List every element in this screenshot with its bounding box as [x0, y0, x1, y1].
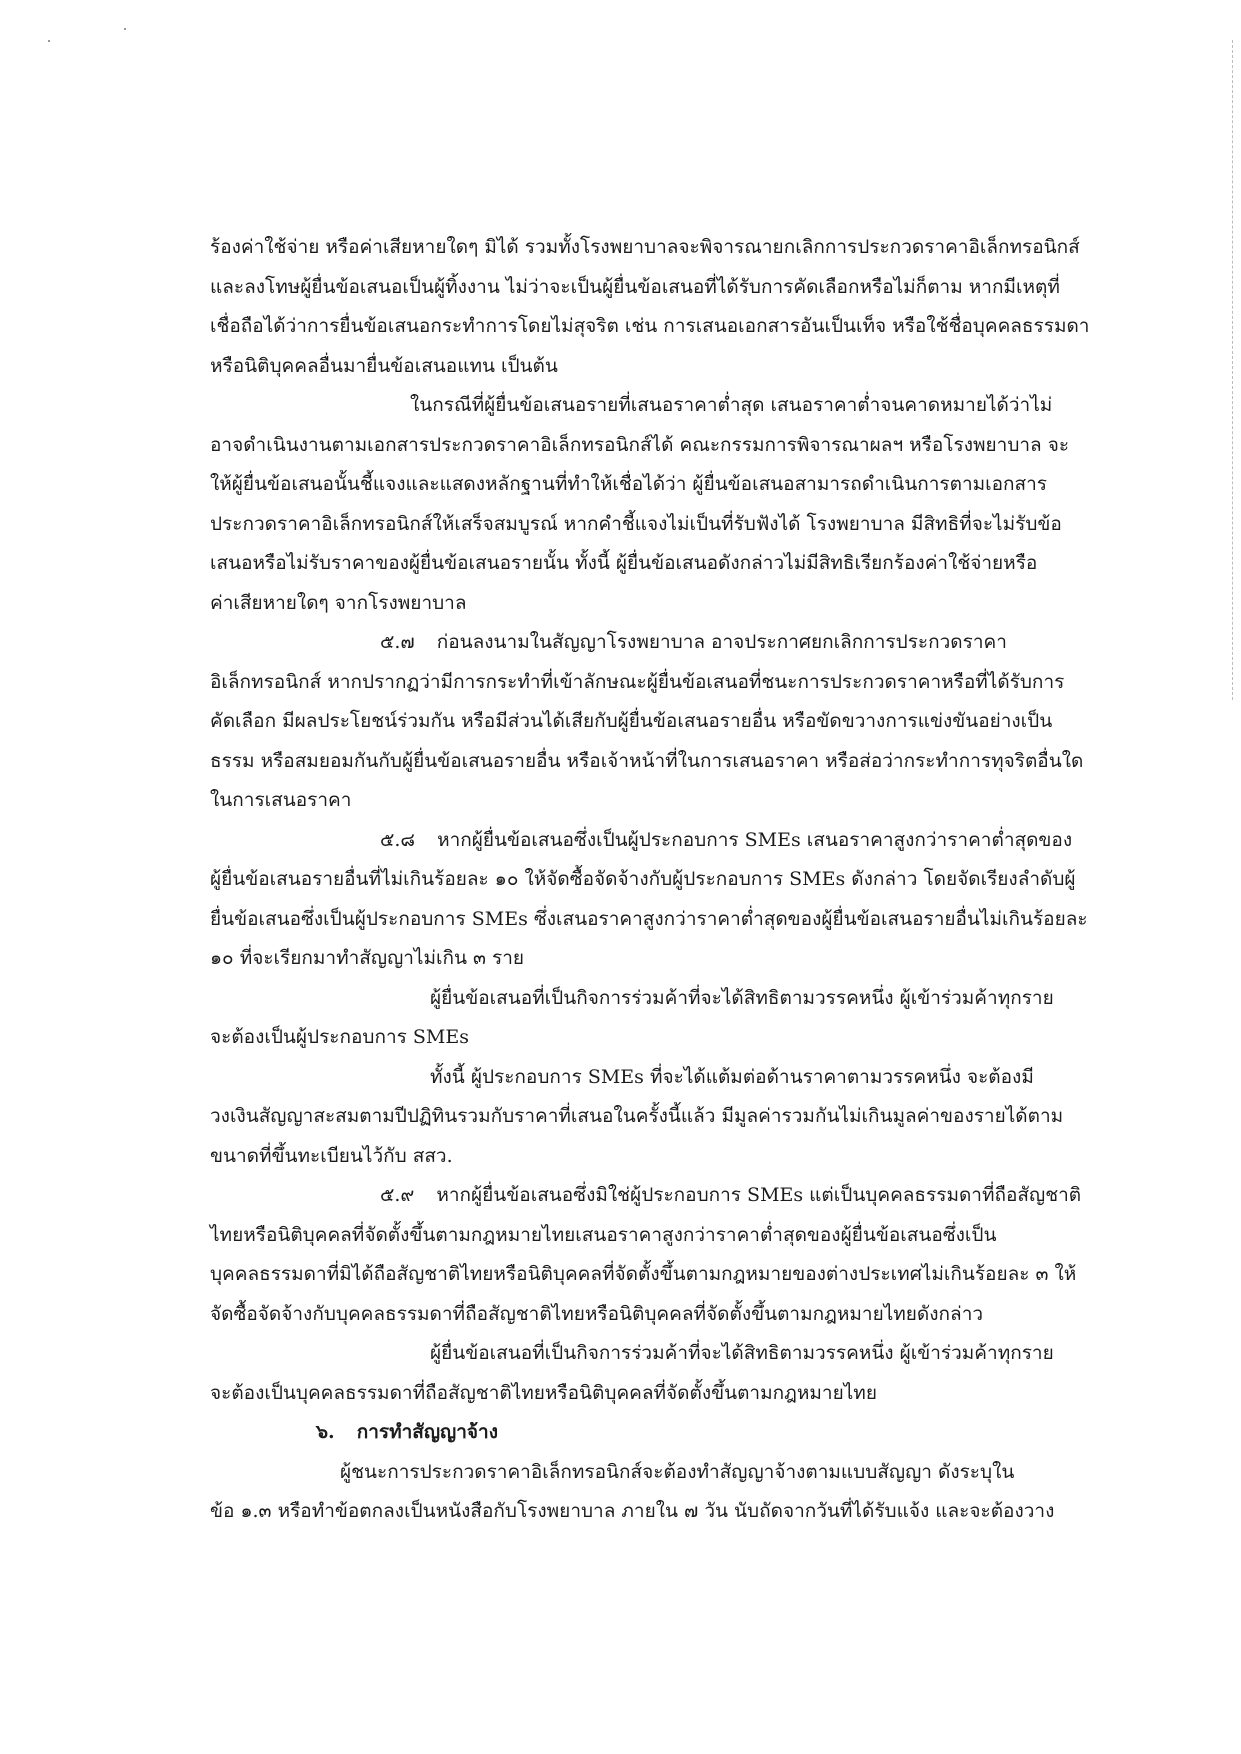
text-line: ๑๐ ที่จะเรียกมาทำสัญญาไม่เกิน ๓ ราย: [210, 947, 525, 969]
scan-speck: [48, 40, 50, 42]
body-text: [210, 228, 1090, 1532]
text-line: ก่อนลงนามในสัญญาโรงพยาบาล อาจประกาศยกเลิกการประกวดราคา: [436, 631, 1007, 653]
text-line: ยื่นข้อเสนอซึ่งเป็นผู้ประกอบการ SMEs ซึ่งเสนอราคาสูงกว่าราคาต่ำสุดของผู้ยื่นข้อเสนอรายอื่นไม่เกินร้อยละ: [210, 907, 1088, 930]
text-line: จะต้องเป็นผู้ประกอบการ SMEs: [210, 1026, 469, 1048]
clause-number: ๖.: [316, 1421, 335, 1443]
text-line: หากผู้ยื่นข้อเสนอซึ่งมิใช่ผู้ประกอบการ SMEs แต่เป็นบุคคลธรรมดาที่ถือสัญชาติ: [436, 1184, 1082, 1206]
clause-number: ๕.๘: [380, 828, 416, 851]
text-line: ไทยหรือนิติบุคคลที่จัดตั้งขึ้นตามกฎหมายไทยเสนอราคาสูงกว่าราคาต่ำสุดของผู้ยื่นข้อเสนอซึ่งเป็น: [210, 1223, 997, 1246]
text-line: ธรรม หรือสมยอมกันกับผู้ยื่นข้อเสนอรายอื่น หรือเจ้าหน้าที่ในการเสนอราคา หรือส่อว่ากระทำการทุจริตอื่นใด: [210, 749, 1084, 772]
text-line: เชื่อถือได้ว่าการยื่นข้อเสนอกระทำการโดยไม่สุจริต เช่น การเสนอเอกสารอันเป็นเท็จ หรือใช้ชื่อบุคคลธรรมดา: [210, 315, 1090, 337]
clause-number: ๕.๗: [380, 631, 415, 653]
section-6-heading: [210, 1413, 1070, 1453]
text-line: วงเงินสัญญาสะสมตามปีปฏิทินรวมกับราคาที่เสนอในครั้งนี้แล้ว มีมูลค่ารวมกันไม่เกินมูลค่าของรายได้ตาม: [210, 1105, 1064, 1127]
clause-5-9-line: [210, 1176, 1082, 1216]
text-line: ในกรณีที่ผู้ยื่นข้อเสนอรายที่เสนอราคาต่ำสุด เสนอราคาต่ำจนคาดหมายได้ว่าไม่: [410, 394, 1053, 416]
text-line: อาจดำเนินงานตามเอกสารประกวดราคาอิเล็กทรอนิกส์ได้ คณะกรรมการพิจารณาผลฯ หรือโรงพยาบาล จะ: [210, 433, 1070, 456]
text-line: หรือนิติบุคคลอื่นมายื่นข้อเสนอแทน เป็นต้น: [210, 354, 558, 377]
text-line: อิเล็กทรอนิกส์ หากปรากฏว่ามีการกระทำที่เข้าลักษณะผู้ยื่นข้อเสนอที่ชนะการประกวดราคาหรือที่ได้รับการ: [210, 670, 1065, 693]
text-line: ประกวดราคาอิเล็กทรอนิกส์ให้เสร็จสมบูรณ์ หากคำชี้แจงไม่เป็นที่รับฟังได้ โรงพยาบาล มีสิทธิที่จะไม่รับข้อ: [210, 512, 1062, 535]
text-line: จะต้องเป็นบุคคลธรรมดาที่ถือสัญชาติไทยหรือนิติบุคคลที่จัดตั้งขึ้นตามกฎหมายไทย: [210, 1381, 877, 1404]
scan-edge-line: [1231, 40, 1233, 700]
text-line: ผู้ชนะการประกวดราคาอิเล็กทรอนิกส์จะต้องทำสัญญาจ้างตามแบบสัญญา ดังระบุใน: [340, 1460, 1015, 1483]
clause-5-8-line: [210, 821, 1073, 861]
text-line: ข้อ ๑.๓ หรือทำข้อตกลงเป็นหนังสือกับโรงพยาบาล ภายใน ๗ วัน นับถัดจากวันที่ได้รับแจ้ง และจะต้องวาง: [210, 1500, 1055, 1522]
text-line: ในการเสนอราคา: [210, 789, 352, 811]
text-line: หากผู้ยื่นข้อเสนอซึ่งเป็นผู้ประกอบการ SMEs เสนอราคาสูงกว่าราคาต่ำสุดของ: [437, 828, 1073, 851]
text-line: ผู้ยื่นข้อเสนอที่เป็นกิจการร่วมค้าที่จะได้สิทธิตามวรรคหนึ่ง ผู้เข้าร่วมค้าทุกราย: [430, 986, 1054, 1009]
text-line: คัดเลือก มีผลประโยชน์ร่วมกัน หรือมีส่วนได้เสียกับผู้ยื่นข้อเสนอรายอื่น หรือขัดขวางการแข่งขันอย่างเป็น: [210, 710, 1053, 732]
scan-speck: [124, 28, 126, 30]
text-line: จัดซื้อจัดจ้างกับบุคคลธรรมดาที่ถือสัญชาติไทยหรือนิติบุคคลที่จัดตั้งขึ้นตามกฎหมายไทยดังกล่าว: [210, 1302, 984, 1325]
text-line: ผู้ยื่นข้อเสนอรายอื่นที่ไม่เกินร้อยละ ๑๐ ให้จัดซื้อจัดจ้างกับผู้ประกอบการ SMEs ดังกล่าว โดยจัดเรียงลำดับผู้: [210, 868, 1076, 890]
text-line: ค่าเสียหายใดๆ จากโรงพยาบาล: [210, 591, 467, 614]
text-line: ขนาดที่ขึ้นทะเบียนไว้กับ สสว.: [210, 1144, 453, 1167]
clause-5-7-line: [210, 623, 1070, 663]
text-line: ร้องค่าใช้จ่าย หรือค่าเสียหายใดๆ มิได้ รวมทั้งโรงพยาบาลจะพิจารณายกเลิกการประกวดราคาอิเล็กทรอนิกส์: [210, 236, 1080, 258]
text-line: เสนอหรือไม่รับราคาของผู้ยื่นข้อเสนอรายนั้น ทั้งนี้ ผู้ยื่นข้อเสนอดังกล่าวไม่มีสิทธิเรียกร้องค่าใช้จ่ายหรือ: [210, 552, 1038, 574]
clause-number: ๕.๙: [380, 1184, 415, 1206]
text-line: บุคคลธรรมดาที่มิได้ถือสัญชาติไทยหรือนิติบุคคลที่จัดตั้งขึ้นตามกฎหมายของต่างประเทศไม่เกินร้อยละ ๓ ให้: [210, 1263, 1077, 1285]
text-line: ให้ผู้ยื่นข้อเสนอนั้นชี้แจงและแสดงหลักฐานที่ทำให้เชื่อได้ว่า ผู้ยื่นข้อเสนอสามารถดำเนินการตามเอกสาร: [210, 473, 1048, 495]
text-line: ผู้ยื่นข้อเสนอที่เป็นกิจการร่วมค้าที่จะได้สิทธิตามวรรคหนึ่ง ผู้เข้าร่วมค้าทุกราย: [430, 1342, 1054, 1364]
text-line: และลงโทษผู้ยื่นข้อเสนอเป็นผู้ทิ้งงาน ไม่ว่าจะเป็นผู้ยื่นข้อเสนอที่ได้รับการคัดเลือกหรือไม่ก็ตาม หากมีเหตุที่: [210, 275, 1060, 298]
section-heading: การทำสัญญาจ้าง: [356, 1421, 498, 1443]
text-line: ทั้งนี้ ผู้ประกอบการ SMEs ที่จะได้แต้มต่อด้านราคาตามวรรคหนึ่ง จะต้องมี: [430, 1065, 1034, 1088]
